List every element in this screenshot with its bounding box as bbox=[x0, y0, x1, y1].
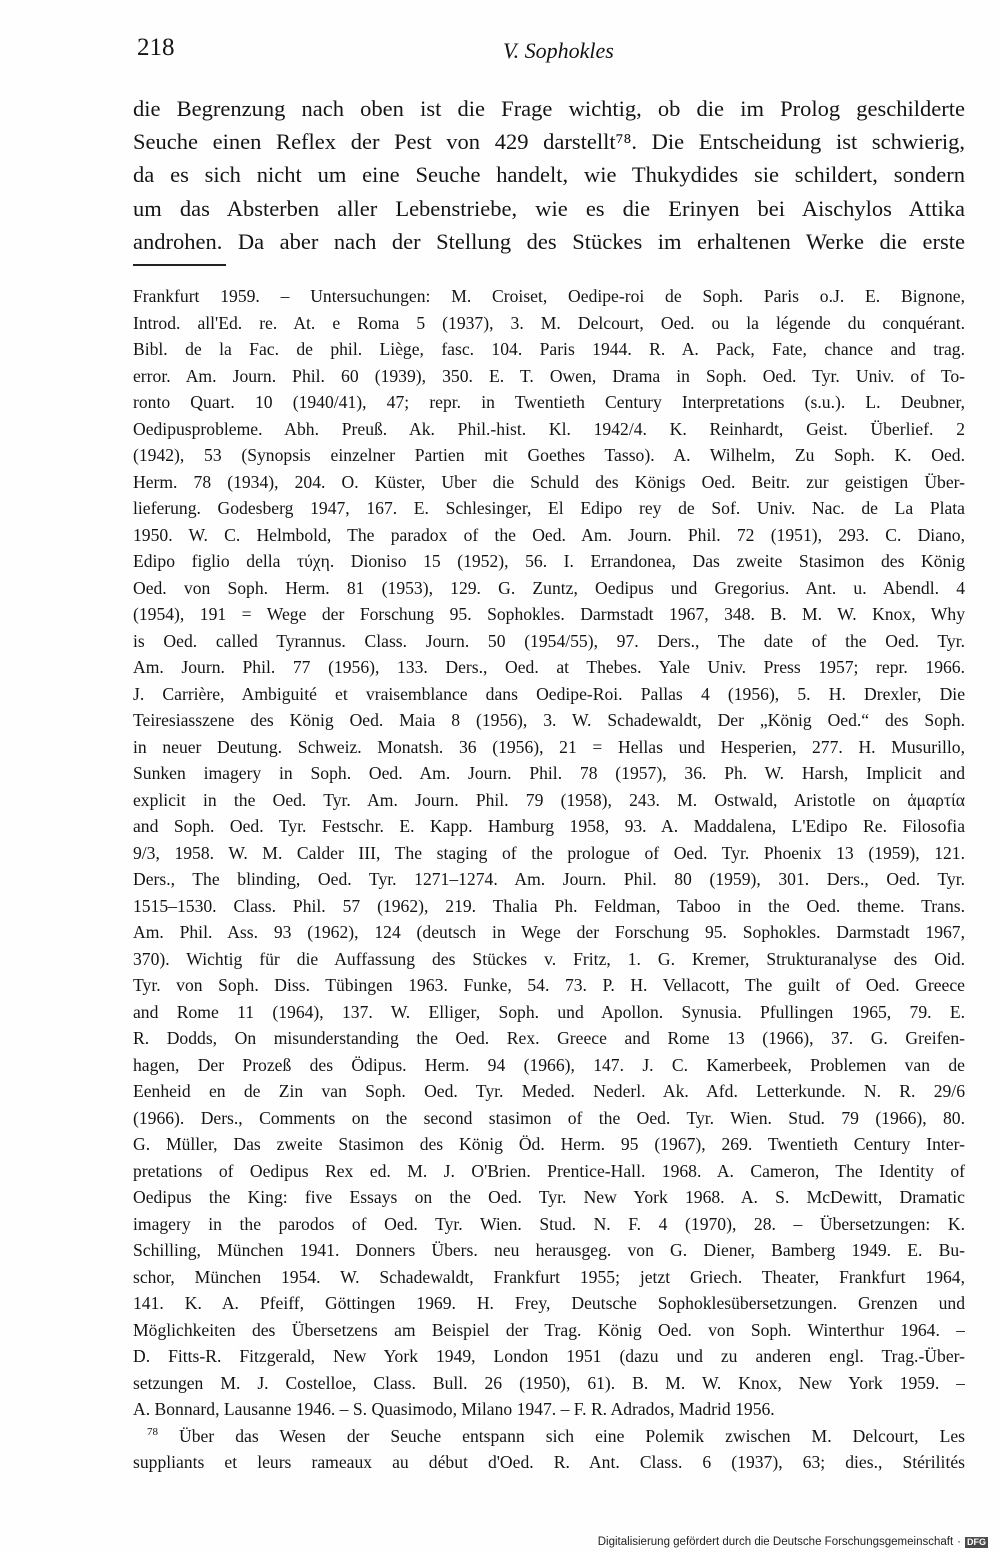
footnote-line: 141. K. A. Pfeiff, Göttingen 1969. H. Frey, Deutsche Sophoklesübersetzungen. Grenzen und bbox=[133, 1293, 965, 1313]
footnote-separator bbox=[133, 264, 226, 266]
footnote-line: Frankfurt 1959. – Untersuchungen: M. Croiset, Oedipe-roi de Soph. Paris o.J. E. Bignone, bbox=[133, 286, 965, 306]
footnote-line: Introd. all'Ed. re. At. e Roma 5 (1937), 3. M. Delcourt, Oed. ou la légende du conquérant. bbox=[133, 312, 965, 333]
footnote-line: R. Dodds, On misunderstanding the Oed. Rex. Greece and Rome 13 (1966), 37. G. Greifen- bbox=[133, 1028, 965, 1048]
body-line: androhen. Da aber nach der Stellung des Stückes im erhaltenen Werke die erste bbox=[133, 228, 965, 254]
footnote-line: Oedipus the King: five Essays on the Oed. Tyr. New York 1968. A. S. McDewitt, Dramatic bbox=[133, 1187, 965, 1207]
footnote-line: Bibl. de la Fac. de phil. Liège, fasc. 104. Paris 1944. R. A. Pack, Fate, chance and trag. bbox=[133, 339, 965, 359]
footnote-line: D. Fitts-R. Fitzgerald, New York 1949, London 1951 (dazu und zu anderen engl. Trag.-Über- bbox=[133, 1346, 965, 1366]
footnote-line: (1954), 191 = Wege der Forschung 95. Sophokles. Darmstadt 1967, 348. B. M. W. Knox, Why bbox=[133, 604, 965, 624]
footnote-line: Am. Phil. Ass. 93 (1962), 124 (deutsch in Wege der Forschung 95. Sophokles. Darmstadt 1967, bbox=[133, 922, 965, 942]
footnote-line: Teiresiasszene des König Oed. Maia 8 (1956), 3. W. Schadewaldt, Der „König Oed.“ des Soph. bbox=[133, 710, 965, 730]
footnote-78-line bbox=[133, 1423, 965, 1450]
footnote-line: setzungen M. J. Costelloe, Class. Bull. 26 (1950), 61). B. M. W. Knox, New York 1959. – bbox=[133, 1372, 965, 1393]
footnote-line: Am. Journ. Phil. 77 (1956), 133. Ders., Oed. at Thebes. Yale Univ. Press 1957; repr. 1966. bbox=[133, 657, 965, 677]
footnote-line: is Oed. called Tyrannus. Class. Journ. 50 (1954/55), 97. Ders., The date of the Oed. Tyr. bbox=[133, 630, 965, 651]
footnote-line: A. Bonnard, Lausanne 1946. – S. Quasimodo, Milano 1947. – F. R. Adrados, Madrid 1956. bbox=[133, 1399, 775, 1419]
footnote-line: Oed. von Soph. Herm. 81 (1953), 129. G. Zuntz, Oedipus und Gregorius. Ant. u. Abendl. 4 bbox=[133, 577, 965, 598]
footnote-line: J. Carrière, Ambiguité et vraisemblance dans Oedipe-Roi. Pallas 4 (1956), 5. H. Drexler, Die bbox=[133, 683, 965, 704]
footnote-line: schor, München 1954. W. Schadewaldt, Frankfurt 1955; jetzt Griech. Theater, Frankfurt 1964, bbox=[133, 1266, 965, 1287]
footnote-line: 1515–1530. Class. Phil. 57 (1962), 219. Thalia Ph. Feldman, Taboo in the Oed. theme. Trans. bbox=[133, 895, 965, 916]
footnote-line: Edipo figlio della τύχη. Dioniso 15 (1952), 56. I. Errandonea, Das zweite Stasimon des König bbox=[133, 551, 965, 571]
footnote-line: 370). Wichtig für die Auffassung des Stückes v. Fritz, 1. G. Kremer, Strukturanalyse des Oid. bbox=[133, 948, 965, 969]
body-line: um das Absterben aller Lebenstriebe, wie es die Erinyen bei Aischylos Attika bbox=[133, 195, 965, 221]
footnote-line: (1942), 53 (Synopsis einzelner Partien mit Goethes Tasso). A. Wilhelm, Zu Soph. K. Oed. bbox=[133, 445, 965, 465]
footnote-line: ronto Quart. 10 (1940/41), 47; repr. in Twentieth Century Interpretations (s.u.). L. Deubner, bbox=[133, 392, 965, 412]
body-line: Seuche einen Reflex der Pest von 429 darstellt⁷⁸. Die Entscheidung ist schwierig, bbox=[133, 129, 965, 155]
footnote-line: explicit in the Oed. Tyr. Am. Journ. Phil. 79 (1958), 243. M. Ostwald, Aristotle on ἁμαρτία bbox=[133, 789, 965, 810]
footer: Digitalisierung gefördert durch die Deutsche Forschungsgemeinschaft · DFG bbox=[597, 1536, 986, 1548]
footer-text: Digitalisierung gefördert durch die Deutsche Forschungsgemeinschaft bbox=[597, 1536, 954, 1548]
footnote-line: and Soph. Oed. Tyr. Festschr. E. Kapp. Hamburg 1958, 93. A. Maddalena, L'Edipo Re. Filosofia bbox=[133, 816, 965, 836]
footnotes bbox=[133, 283, 965, 1476]
footnote-line: G. Müller, Das zweite Stasimon des König Öd. Herm. 95 (1967), 269. Twentieth Century Inter- bbox=[133, 1134, 965, 1154]
body-line: die Begrenzung nach oben ist die Frage wichtig, ob die im Prolog geschilderte bbox=[133, 96, 965, 121]
main-text bbox=[133, 92, 965, 258]
footnote-line: (1966). Ders., Comments on the second stasimon of the Oed. Tyr. Wien. Stud. 79 (1966), 80. bbox=[133, 1107, 965, 1128]
footnote-line: in neuer Deutung. Schweiz. Monatsh. 36 (1956), 21 = Hellas und Hesperien, 277. H. Musurillo, bbox=[133, 736, 965, 757]
footnote-line: Herm. 78 (1934), 204. O. Küster, Uber die Schuld des Königs Oed. Beitr. zur geistigen Über- bbox=[133, 471, 965, 492]
dfg-logo-icon: DFG bbox=[967, 1536, 986, 1547]
body-line: da es sich nicht um eine Seuche handelt, wie Thukydides sie schildert, sondern bbox=[133, 162, 965, 188]
footnote-line: Schilling, München 1941. Donners Übers. neu herausgeg. von G. Diener, Bamberg 1949. E. Bu- bbox=[133, 1240, 965, 1260]
footnote-line: Möglichkeiten des Übersetzens am Beispiel der Trag. König Oed. von Soph. Winterthur 1964. – bbox=[133, 1319, 965, 1340]
footnote-78-line: suppliants et leurs rameaux au début d'Oed. R. Ant. Class. 6 (1937), 63; dies., Stérilités bbox=[133, 1452, 965, 1472]
footnote-line: lieferung. Godesberg 1947, 167. E. Schlesinger, El Edipo rey de Sof. Univ. Nac. de La Plata bbox=[133, 498, 965, 518]
footnote-78-text: Über das Wesen der Seuche entspann sich eine Polemik zwischen M. Delcourt, Les bbox=[179, 1425, 965, 1446]
page-header bbox=[133, 34, 965, 74]
footnote-line: Sunken imagery in Soph. Oed. Am. Journ. Phil. 78 (1957), 36. Ph. W. Harsh, Implicit and bbox=[133, 763, 965, 783]
footnote-line: error. Am. Journ. Phil. 60 (1939), 350. E. T. Owen, Drama in Soph. Oed. Tyr. Univ. of To- bbox=[133, 365, 965, 386]
footnote-marker: 78 bbox=[147, 1425, 158, 1438]
footnote-line: Tyr. von Soph. Diss. Tübingen 1963. Funke, 54. 73. P. H. Vellacott, The guilt of Oed. Greece bbox=[133, 975, 965, 995]
footnote-line: 9/3, 1958. W. M. Calder III, The staging of the prologue of Oed. Tyr. Phoenix 13 (1959), 121. bbox=[133, 842, 965, 863]
footnote-line: hagen, Der Prozeß des Ödipus. Herm. 94 (1966), 147. J. C. Kamerbeek, Problemen van de bbox=[133, 1054, 965, 1075]
footnote-line: 1950. W. C. Helmbold, The paradox of the Oed. Am. Journ. Phil. 72 (1951), 293. C. Diano, bbox=[133, 524, 965, 545]
footnote-line: Eenheid en de Zin van Soph. Oed. Tyr. Meded. Nederl. Ak. Afd. Letterkunde. N. R. 29/6 bbox=[133, 1081, 965, 1101]
footnote-line: Ders., The blinding, Oed. Tyr. 1271–1274. Am. Journ. Phil. 80 (1959), 301. Ders., Oed. Tyr. bbox=[133, 869, 965, 889]
footnote-line: pretations of Oedipus Rex ed. M. J. O'Brien. Prentice-Hall. 1968. A. Cameron, The Identity of bbox=[133, 1160, 965, 1181]
footnote-line: Oedipusprobleme. Abh. Preuß. Ak. Phil.-hist. Kl. 1942/4. K. Reinhardt, Geist. Überlief. 2 bbox=[133, 418, 965, 439]
running-head: V. Sophokles bbox=[503, 38, 614, 63]
footnote-line: and Rome 11 (1964), 137. W. Elliger, Soph. und Apollon. Synusia. Pfullingen 1965, 79. E. bbox=[133, 1001, 965, 1022]
page-number: 218 bbox=[137, 34, 175, 61]
footnote-line: imagery in the parodos of Oed. Tyr. Wien. Stud. N. F. 4 (1970), 28. – Übersetzungen: K. bbox=[133, 1213, 965, 1234]
